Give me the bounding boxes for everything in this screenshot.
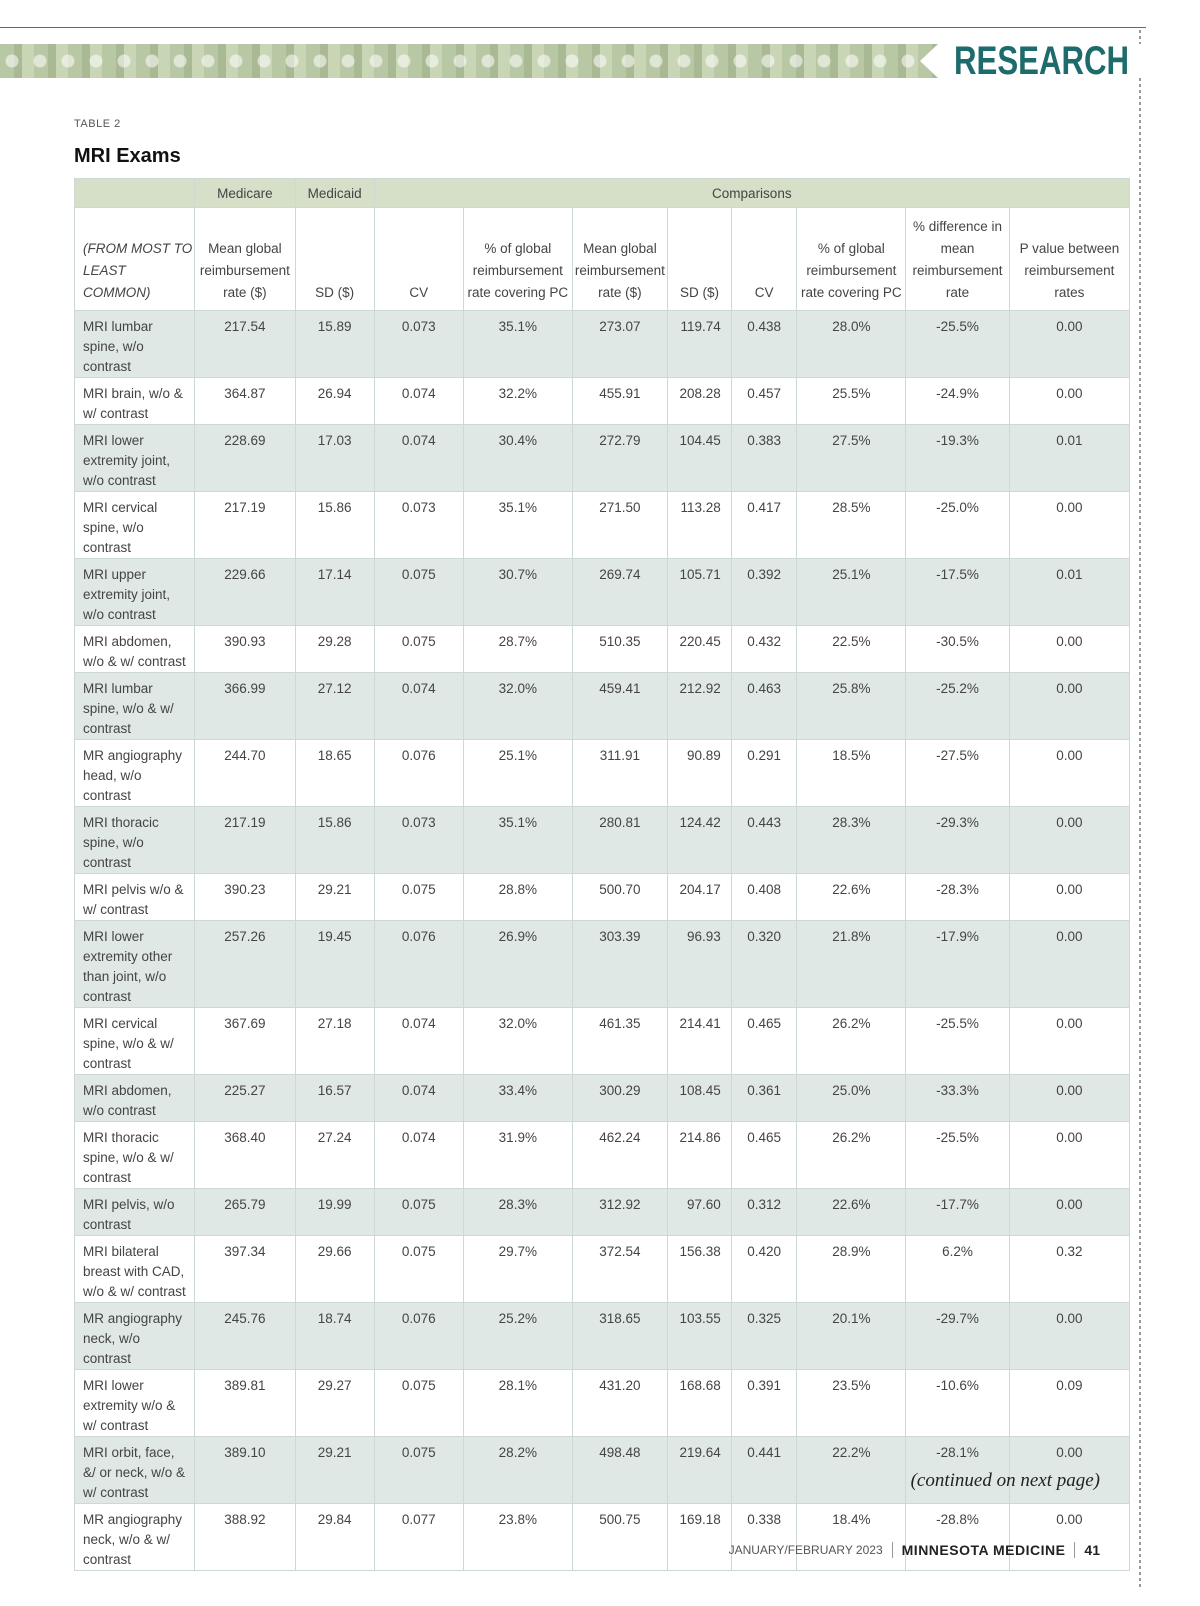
value-cell: 390.93 (195, 626, 296, 673)
value-cell: 29.66 (295, 1236, 374, 1303)
value-cell: 28.3% (797, 807, 906, 874)
value-cell: 26.9% (463, 921, 572, 1008)
value-cell: 0.312 (731, 1189, 797, 1236)
value-cell: 105.71 (668, 559, 732, 626)
exam-name-cell: MR angiography head, w/o contrast (75, 740, 195, 807)
table-body (75, 311, 1130, 1571)
value-cell: -28.3% (906, 874, 1010, 921)
value-cell: 25.8% (797, 673, 906, 740)
value-cell: 0.01 (1009, 425, 1129, 492)
value-cell: 28.9% (797, 1236, 906, 1303)
value-cell: 22.6% (797, 874, 906, 921)
value-cell: 32.0% (463, 673, 572, 740)
value-cell: 35.1% (463, 807, 572, 874)
value-cell: 27.5% (797, 425, 906, 492)
value-cell: 23.8% (463, 1504, 572, 1571)
group-header-blank (75, 179, 195, 208)
value-cell: 28.3% (463, 1189, 572, 1236)
value-cell: -19.3% (906, 425, 1010, 492)
value-cell: 272.79 (572, 425, 667, 492)
value-cell: 0.441 (731, 1437, 797, 1504)
value-cell: 0.074 (374, 425, 463, 492)
exam-name-cell: MRI pelvis, w/o contrast (75, 1189, 195, 1236)
column-header: Mean global reimbursement rate ($) (572, 208, 667, 311)
value-cell: 28.2% (463, 1437, 572, 1504)
table-row (75, 1075, 1130, 1122)
value-cell: 208.28 (668, 378, 732, 425)
value-cell: 225.27 (195, 1075, 296, 1122)
value-cell: 271.50 (572, 492, 667, 559)
value-cell: 257.26 (195, 921, 296, 1008)
value-cell: -10.6% (906, 1370, 1010, 1437)
value-cell: 390.23 (195, 874, 296, 921)
value-cell: 27.24 (295, 1122, 374, 1189)
exam-name-cell: MR angiography neck, w/o contrast (75, 1303, 195, 1370)
table-row (75, 1370, 1130, 1437)
value-cell: 229.66 (195, 559, 296, 626)
value-cell: 461.35 (572, 1008, 667, 1075)
value-cell: 20.1% (797, 1303, 906, 1370)
value-cell: 0.00 (1009, 1189, 1129, 1236)
value-cell: 214.86 (668, 1122, 732, 1189)
value-cell: 0.457 (731, 378, 797, 425)
top-rule (0, 27, 1146, 28)
value-cell: 35.1% (463, 311, 572, 378)
exam-name-cell: MR angiography neck, w/o & w/ contrast (75, 1504, 195, 1571)
value-cell: 108.45 (668, 1075, 732, 1122)
value-cell: 15.86 (295, 492, 374, 559)
value-cell: 0.443 (731, 807, 797, 874)
value-cell: 0.32 (1009, 1236, 1129, 1303)
column-header: CV (374, 208, 463, 311)
value-cell: 311.91 (572, 740, 667, 807)
exam-name-cell: MRI orbit, face, &/ or neck, w/o & w/ contrast (75, 1437, 195, 1504)
value-cell: 273.07 (572, 311, 667, 378)
value-cell: -29.7% (906, 1303, 1010, 1370)
value-cell: 17.14 (295, 559, 374, 626)
value-cell: 0.075 (374, 1189, 463, 1236)
group-header-comparisons: Comparisons (374, 179, 1129, 208)
table-row (75, 874, 1130, 921)
exam-name-cell: MRI upper extremity joint, w/o contrast (75, 559, 195, 626)
value-cell: 217.19 (195, 807, 296, 874)
value-cell: 0.09 (1009, 1370, 1129, 1437)
value-cell: 27.12 (295, 673, 374, 740)
value-cell: -33.3% (906, 1075, 1010, 1122)
value-cell: 169.18 (668, 1504, 732, 1571)
exam-name-cell: MRI cervical spine, w/o & w/ contrast (75, 1008, 195, 1075)
column-header: Mean global reimbursement rate ($) (195, 208, 296, 311)
value-cell: 26.94 (295, 378, 374, 425)
table-row (75, 378, 1130, 425)
value-cell: 31.9% (463, 1122, 572, 1189)
continued-note: (continued on next page) (910, 1470, 1100, 1491)
value-cell: 15.89 (295, 311, 374, 378)
exam-name-cell: MRI lower extremity w/o & w/ contrast (75, 1370, 195, 1437)
value-cell: 0.00 (1009, 1008, 1129, 1075)
value-cell: 21.8% (797, 921, 906, 1008)
value-cell: 0.074 (374, 378, 463, 425)
value-cell: -30.5% (906, 626, 1010, 673)
section-label: RESEARCH (953, 44, 1129, 78)
exam-name-cell: MRI lower extremity joint, w/o contrast (75, 425, 195, 492)
value-cell: 0.291 (731, 740, 797, 807)
value-cell: 29.84 (295, 1504, 374, 1571)
value-cell: 318.65 (572, 1303, 667, 1370)
value-cell: 280.81 (572, 807, 667, 874)
value-cell: 0.075 (374, 559, 463, 626)
value-cell: 97.60 (668, 1189, 732, 1236)
value-cell: -27.5% (906, 740, 1010, 807)
value-cell: 29.27 (295, 1370, 374, 1437)
table-row (75, 807, 1130, 874)
value-cell: 0.073 (374, 807, 463, 874)
table-row (75, 1504, 1130, 1571)
value-cell: 19.45 (295, 921, 374, 1008)
value-cell: 25.0% (797, 1075, 906, 1122)
value-cell: 368.40 (195, 1122, 296, 1189)
exam-name-cell: MRI lumbar spine, w/o contrast (75, 311, 195, 378)
page-number: 41 (1084, 1542, 1100, 1558)
value-cell: 0.00 (1009, 921, 1129, 1008)
table-row (75, 1236, 1130, 1303)
value-cell: 0.00 (1009, 740, 1129, 807)
value-cell: 0.00 (1009, 1504, 1129, 1571)
value-cell: 269.74 (572, 559, 667, 626)
journal-name: MINNESOTA MEDICINE (901, 1542, 1066, 1558)
exam-name-cell: MRI lower extremity other than joint, w/o contrast (75, 921, 195, 1008)
value-cell: 0.00 (1009, 311, 1129, 378)
page-edge-rule (1139, 30, 1141, 1590)
value-cell: 0.00 (1009, 673, 1129, 740)
table-row (75, 673, 1130, 740)
value-cell: 0.074 (374, 1122, 463, 1189)
value-cell: 18.4% (797, 1504, 906, 1571)
value-cell: 0.438 (731, 311, 797, 378)
value-cell: 28.7% (463, 626, 572, 673)
group-header-medicaid: Medicaid (295, 179, 374, 208)
value-cell: 0.074 (374, 1008, 463, 1075)
table-row (75, 921, 1130, 1008)
value-cell: -28.8% (906, 1504, 1010, 1571)
value-cell: 0.075 (374, 1370, 463, 1437)
value-cell: 25.5% (797, 378, 906, 425)
value-cell: 29.28 (295, 626, 374, 673)
column-header: P value between reimbursement rates (1009, 208, 1129, 311)
value-cell: 462.24 (572, 1122, 667, 1189)
exam-name-cell: MRI pelvis w/o & w/ contrast (75, 874, 195, 921)
table-row (75, 492, 1130, 559)
table-row (75, 1122, 1130, 1189)
value-cell: -17.9% (906, 921, 1010, 1008)
value-cell: 0.420 (731, 1236, 797, 1303)
column-header: SD ($) (295, 208, 374, 311)
value-cell: 312.92 (572, 1189, 667, 1236)
issue-date: JANUARY/FEBRUARY 2023 (728, 1543, 883, 1557)
value-cell: -28.1% (906, 1437, 1010, 1504)
value-cell: 0.076 (374, 921, 463, 1008)
value-cell: -29.3% (906, 807, 1010, 874)
value-cell: 124.42 (668, 807, 732, 874)
value-cell: 498.48 (572, 1437, 667, 1504)
exam-name-cell: MRI abdomen, w/o contrast (75, 1075, 195, 1122)
column-header: % difference in mean reimbursement rate (906, 208, 1010, 311)
value-cell: 113.28 (668, 492, 732, 559)
value-cell: 300.29 (572, 1075, 667, 1122)
exam-name-cell: MRI abdomen, w/o & w/ contrast (75, 626, 195, 673)
table-row (75, 626, 1130, 673)
exam-name-cell: MRI brain, w/o & w/ contrast (75, 378, 195, 425)
footer-divider (892, 1542, 893, 1558)
value-cell: 0.00 (1009, 1122, 1129, 1189)
value-cell: 219.64 (668, 1437, 732, 1504)
page-footer (729, 1542, 1100, 1558)
value-cell: 431.20 (572, 1370, 667, 1437)
value-cell: 22.2% (797, 1437, 906, 1504)
value-cell: 0.383 (731, 425, 797, 492)
exam-name-cell: MRI bilateral breast with CAD, w/o & w/ contrast (75, 1236, 195, 1303)
value-cell: 28.5% (797, 492, 906, 559)
value-cell: 0.00 (1009, 492, 1129, 559)
value-cell: 19.99 (295, 1189, 374, 1236)
table-row (75, 311, 1130, 378)
value-cell: 0.076 (374, 740, 463, 807)
value-cell: 29.7% (463, 1236, 572, 1303)
value-cell: 17.03 (295, 425, 374, 492)
value-cell: 26.2% (797, 1008, 906, 1075)
value-cell: 212.92 (668, 673, 732, 740)
value-cell: 0.00 (1009, 1075, 1129, 1122)
value-cell: 0.00 (1009, 1303, 1129, 1370)
value-cell: 35.1% (463, 492, 572, 559)
value-cell: 18.5% (797, 740, 906, 807)
value-cell: 0.320 (731, 921, 797, 1008)
value-cell: 0.00 (1009, 874, 1129, 921)
value-cell: 397.34 (195, 1236, 296, 1303)
value-cell: 18.74 (295, 1303, 374, 1370)
value-cell: 29.21 (295, 874, 374, 921)
value-cell: 96.93 (668, 921, 732, 1008)
value-cell: 33.4% (463, 1075, 572, 1122)
value-cell: 500.75 (572, 1504, 667, 1571)
section-banner (0, 44, 1160, 78)
value-cell: 245.76 (195, 1303, 296, 1370)
value-cell: 372.54 (572, 1236, 667, 1303)
value-cell: 22.5% (797, 626, 906, 673)
value-cell: 22.6% (797, 1189, 906, 1236)
value-cell: 0.00 (1009, 807, 1129, 874)
value-cell: 0.01 (1009, 559, 1129, 626)
value-cell: 23.5% (797, 1370, 906, 1437)
value-cell: 217.19 (195, 492, 296, 559)
value-cell: 119.74 (668, 311, 732, 378)
value-cell: 217.54 (195, 311, 296, 378)
table-row (75, 1303, 1130, 1370)
value-cell: 16.57 (295, 1075, 374, 1122)
column-header: % of global reimbursement rate covering PC (463, 208, 572, 311)
value-cell: 0.00 (1009, 1437, 1129, 1504)
table-label: TABLE 2 (74, 118, 121, 130)
value-cell: -25.0% (906, 492, 1010, 559)
value-cell: 265.79 (195, 1189, 296, 1236)
section-label-box (938, 44, 1160, 78)
column-header: CV (731, 208, 797, 311)
value-cell: 364.87 (195, 378, 296, 425)
value-cell: 500.70 (572, 874, 667, 921)
value-cell: 28.8% (463, 874, 572, 921)
value-cell: 220.45 (668, 626, 732, 673)
value-cell: 204.17 (668, 874, 732, 921)
value-cell: -24.9% (906, 378, 1010, 425)
table-row (75, 1008, 1130, 1075)
value-cell: 0.361 (731, 1075, 797, 1122)
value-cell: 0.077 (374, 1504, 463, 1571)
value-cell: 28.0% (797, 311, 906, 378)
table-title: MRI Exams (74, 145, 181, 167)
value-cell: 0.00 (1009, 626, 1129, 673)
group-header-row (75, 179, 1130, 208)
group-header-medicare: Medicare (195, 179, 296, 208)
value-cell: 0.338 (731, 1504, 797, 1571)
value-cell: 18.65 (295, 740, 374, 807)
value-cell: 510.35 (572, 626, 667, 673)
value-cell: 0.391 (731, 1370, 797, 1437)
value-cell: 28.1% (463, 1370, 572, 1437)
value-cell: 30.7% (463, 559, 572, 626)
value-cell: 32.0% (463, 1008, 572, 1075)
column-header: SD ($) (668, 208, 732, 311)
value-cell: 366.99 (195, 673, 296, 740)
column-header: (FROM MOST TO LEAST COMMON) (75, 208, 195, 311)
table-row (75, 425, 1130, 492)
exam-name-cell: MRI cervical spine, w/o contrast (75, 492, 195, 559)
value-cell: 0.325 (731, 1303, 797, 1370)
value-cell: 0.076 (374, 1303, 463, 1370)
column-header-row (75, 208, 1130, 311)
value-cell: 244.70 (195, 740, 296, 807)
value-cell: -17.7% (906, 1189, 1010, 1236)
value-cell: -25.5% (906, 1008, 1010, 1075)
value-cell: 303.39 (572, 921, 667, 1008)
value-cell: 0.465 (731, 1008, 797, 1075)
exam-name-cell: MRI thoracic spine, w/o & w/ contrast (75, 1122, 195, 1189)
value-cell: 0.075 (374, 626, 463, 673)
value-cell: 25.2% (463, 1303, 572, 1370)
value-cell: 388.92 (195, 1504, 296, 1571)
value-cell: 389.81 (195, 1370, 296, 1437)
value-cell: 0.432 (731, 626, 797, 673)
value-cell: 30.4% (463, 425, 572, 492)
value-cell: 228.69 (195, 425, 296, 492)
value-cell: -25.5% (906, 1122, 1010, 1189)
value-cell: 459.41 (572, 673, 667, 740)
value-cell: 214.41 (668, 1008, 732, 1075)
value-cell: 0.408 (731, 874, 797, 921)
value-cell: 168.68 (668, 1370, 732, 1437)
value-cell: 0.074 (374, 1075, 463, 1122)
column-header: % of global reimbursement rate covering PC (797, 208, 906, 311)
value-cell: 0.465 (731, 1122, 797, 1189)
value-cell: 0.073 (374, 492, 463, 559)
value-cell: 0.075 (374, 1236, 463, 1303)
value-cell: 6.2% (906, 1236, 1010, 1303)
value-cell: 0.392 (731, 559, 797, 626)
value-cell: 0.074 (374, 673, 463, 740)
value-cell: -25.2% (906, 673, 1010, 740)
exam-name-cell: MRI lumbar spine, w/o & w/ contrast (75, 673, 195, 740)
value-cell: -25.5% (906, 311, 1010, 378)
footer-divider (1074, 1542, 1075, 1558)
value-cell: 0.417 (731, 492, 797, 559)
value-cell: 455.91 (572, 378, 667, 425)
value-cell: 90.89 (668, 740, 732, 807)
value-cell: 0.463 (731, 673, 797, 740)
value-cell: 367.69 (195, 1008, 296, 1075)
value-cell: 389.10 (195, 1437, 296, 1504)
value-cell: 104.45 (668, 425, 732, 492)
value-cell: 26.2% (797, 1122, 906, 1189)
value-cell: -17.5% (906, 559, 1010, 626)
value-cell: 25.1% (463, 740, 572, 807)
value-cell: 0.073 (374, 311, 463, 378)
table-row (75, 559, 1130, 626)
value-cell: 32.2% (463, 378, 572, 425)
value-cell: 29.21 (295, 1437, 374, 1504)
value-cell: 156.38 (668, 1236, 732, 1303)
value-cell: 0.00 (1009, 378, 1129, 425)
value-cell: 27.18 (295, 1008, 374, 1075)
mri-exams-table (74, 178, 1130, 1571)
value-cell: 0.075 (374, 1437, 463, 1504)
table-row (75, 1189, 1130, 1236)
value-cell: 103.55 (668, 1303, 732, 1370)
exam-name-cell: MRI thoracic spine, w/o contrast (75, 807, 195, 874)
table-row (75, 740, 1130, 807)
value-cell: 0.075 (374, 874, 463, 921)
value-cell: 15.86 (295, 807, 374, 874)
value-cell: 25.1% (797, 559, 906, 626)
